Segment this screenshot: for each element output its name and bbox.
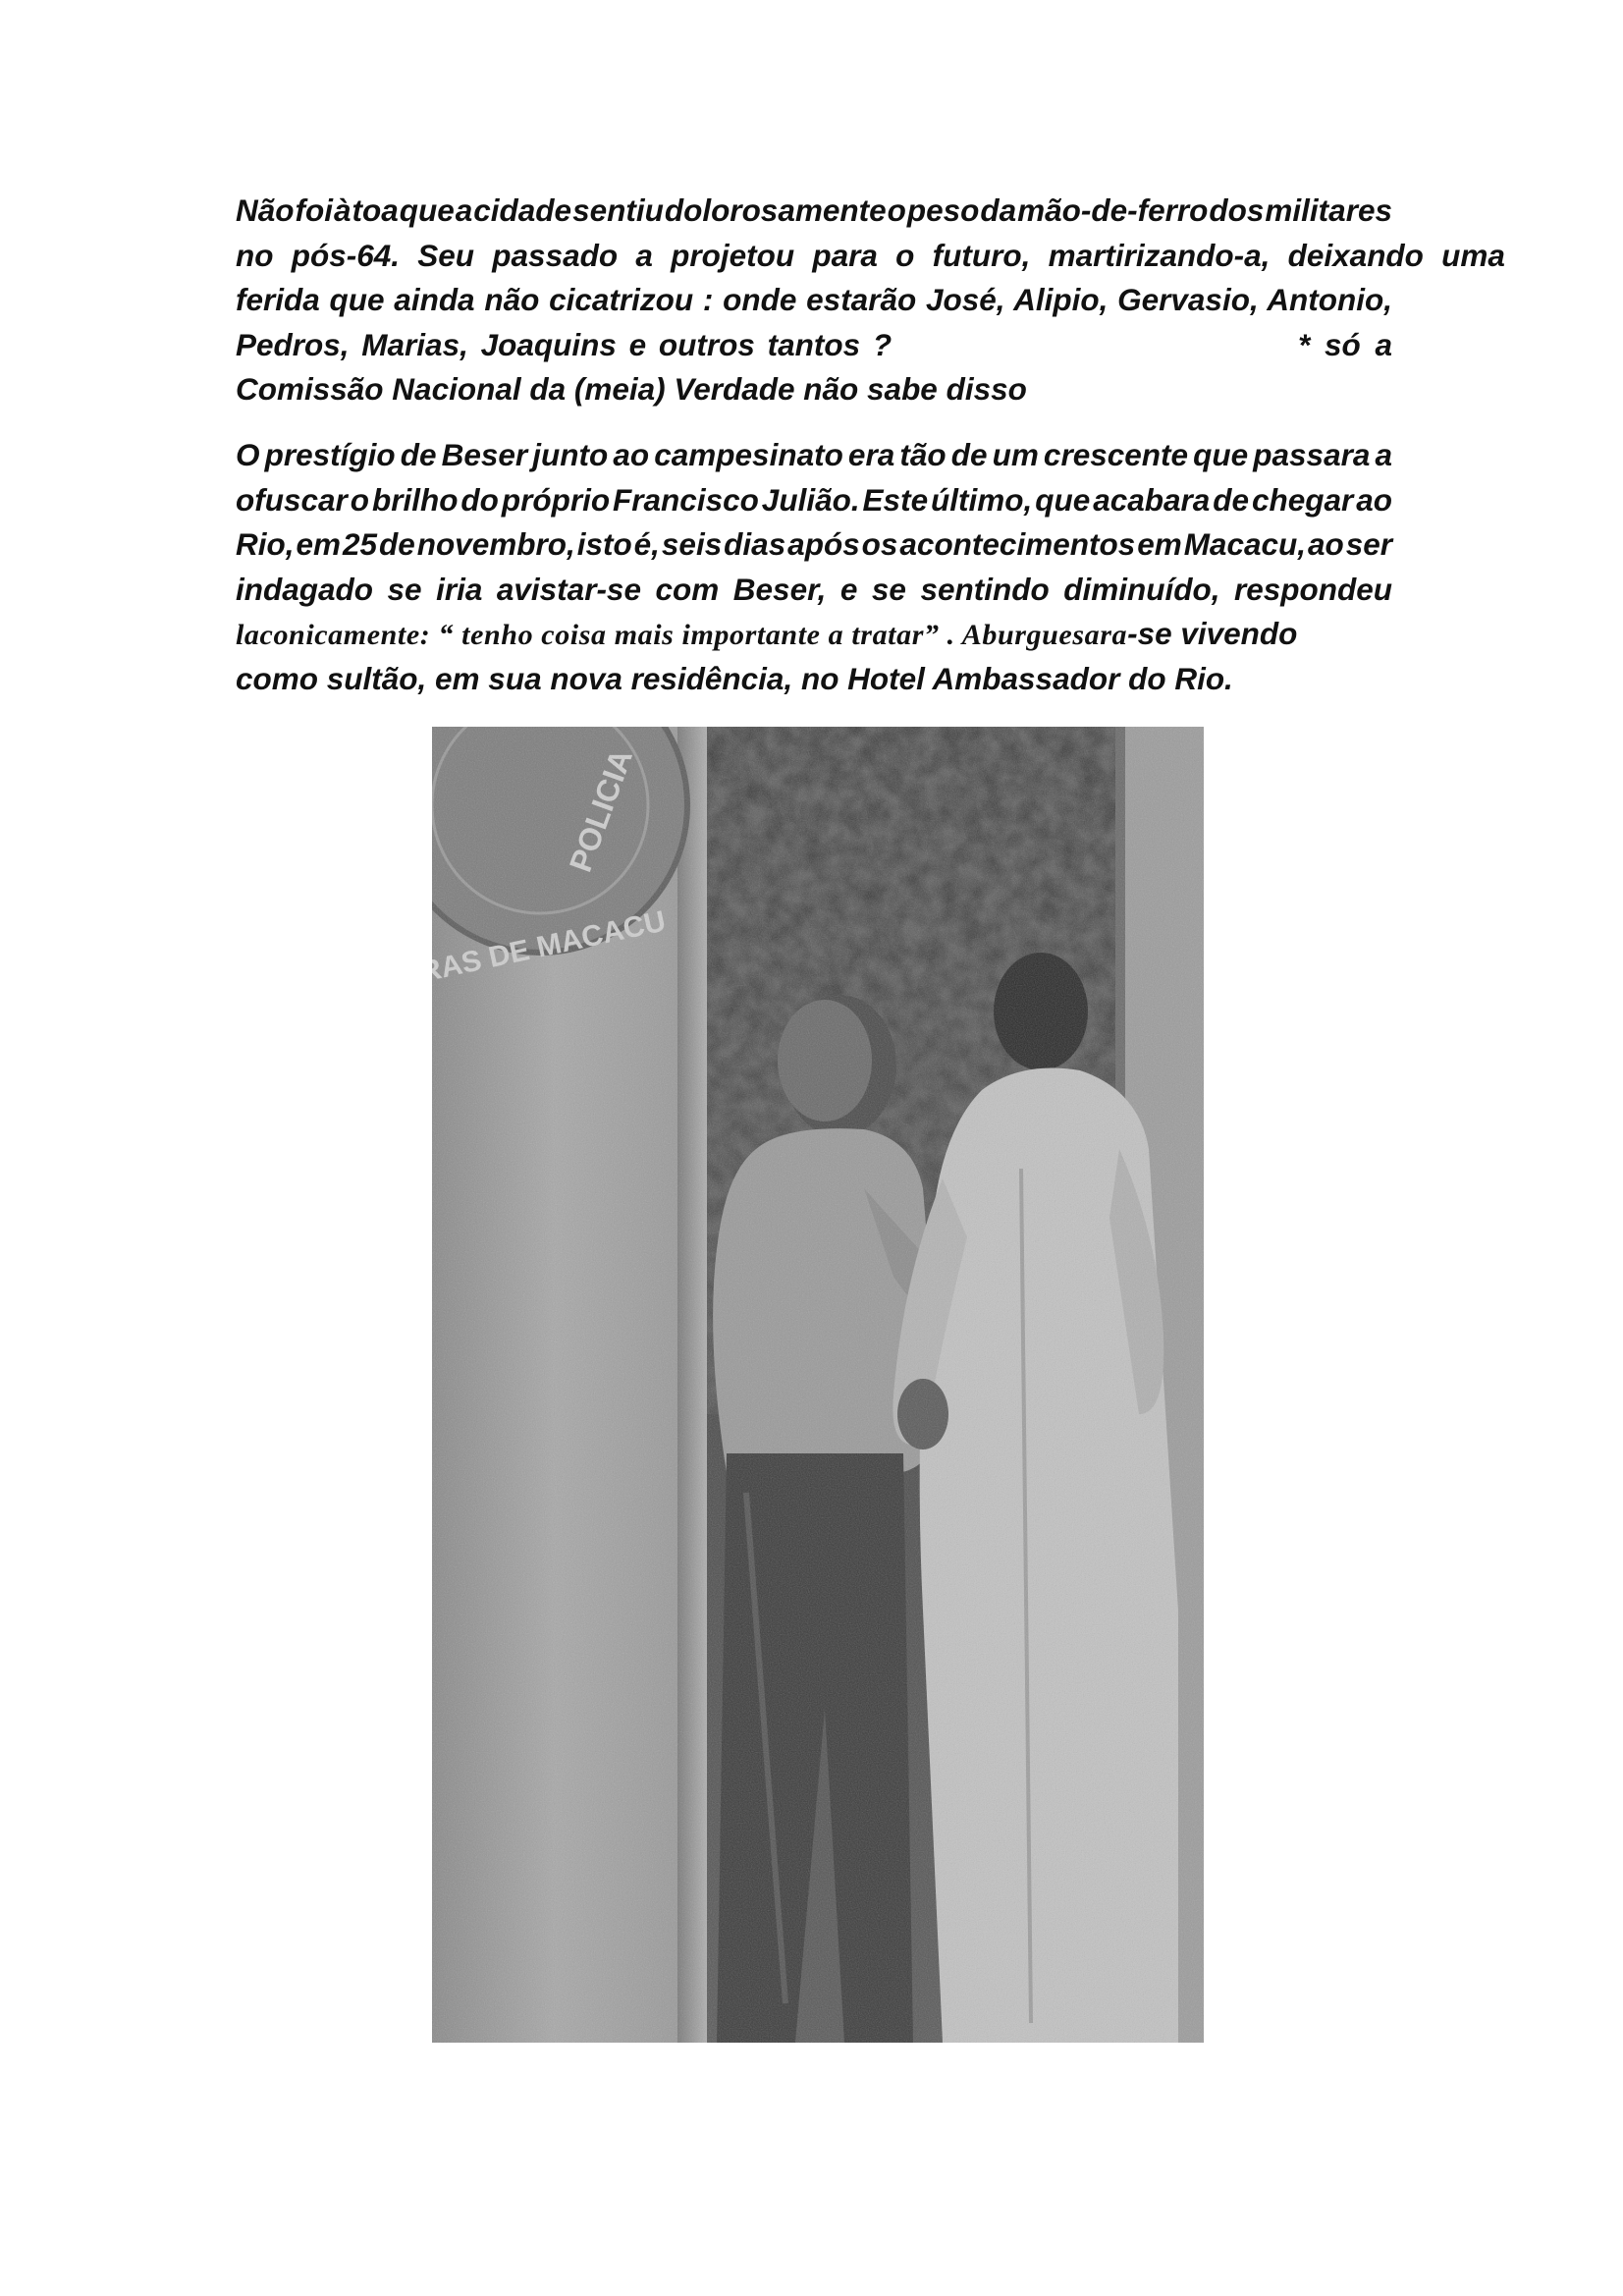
paragraph-2-line-5: laconicamente: “ tenho coisa mais importante a tratar” . Aburguesara-se vivendo (236, 616, 1298, 651)
paragraph-2 (236, 433, 1392, 701)
paragraph-1 (236, 189, 1505, 412)
paragraph-2-line-3: Rio, em 25 de novembro, isto é, seis dias após os acontecimentos em Macacu, ao ser (236, 526, 1392, 562)
paragraph-2-line-6: como sultão, em sua nova residência, no Hotel Ambassador do Rio. (236, 660, 1233, 696)
paragraph-1-line-1: Não foi à toa que a cidade sentiu dolorosamente o peso da mão-de-ferro dos militares (236, 192, 1392, 228)
footnote-marker: * só a (1297, 326, 1392, 362)
historical-photograph (432, 727, 1204, 2043)
paragraph-1-line-4-left: Pedros, Marias, Joaquins e outros tantos ? (236, 326, 893, 362)
paragraph-1-line-3: ferida que ainda não cicatrizou : onde estarão José, Alipio, Gervasio, Antonio, (236, 282, 1392, 317)
paragraph-1-line-2: no pós-64. Seu passado a projetou para o futuro, martirizando-a, deixando uma (236, 237, 1505, 273)
paragraph-1-line-5: Comissão Nacional da (meia) Verdade não sabe disso (236, 371, 1027, 407)
paragraph-2-line-4: indagado se iria avistar-se com Beser, e se sentindo diminuído, respondeu (236, 571, 1392, 607)
photo-illustration (432, 727, 1204, 2043)
quoted-reply: laconicamente: “ tenho coisa mais importante a tratar” . Aburguesara (236, 619, 1128, 651)
paragraph-2-line-1: O prestígio de Beser junto ao campesinato era tão de um crescente que passara a (236, 437, 1392, 472)
paragraph-2-line-2: ofuscar o brilho do próprio Francisco Julião. Este último, que acabara de chegar ao (236, 481, 1392, 518)
paragraph-1-line-4 (236, 323, 1392, 368)
